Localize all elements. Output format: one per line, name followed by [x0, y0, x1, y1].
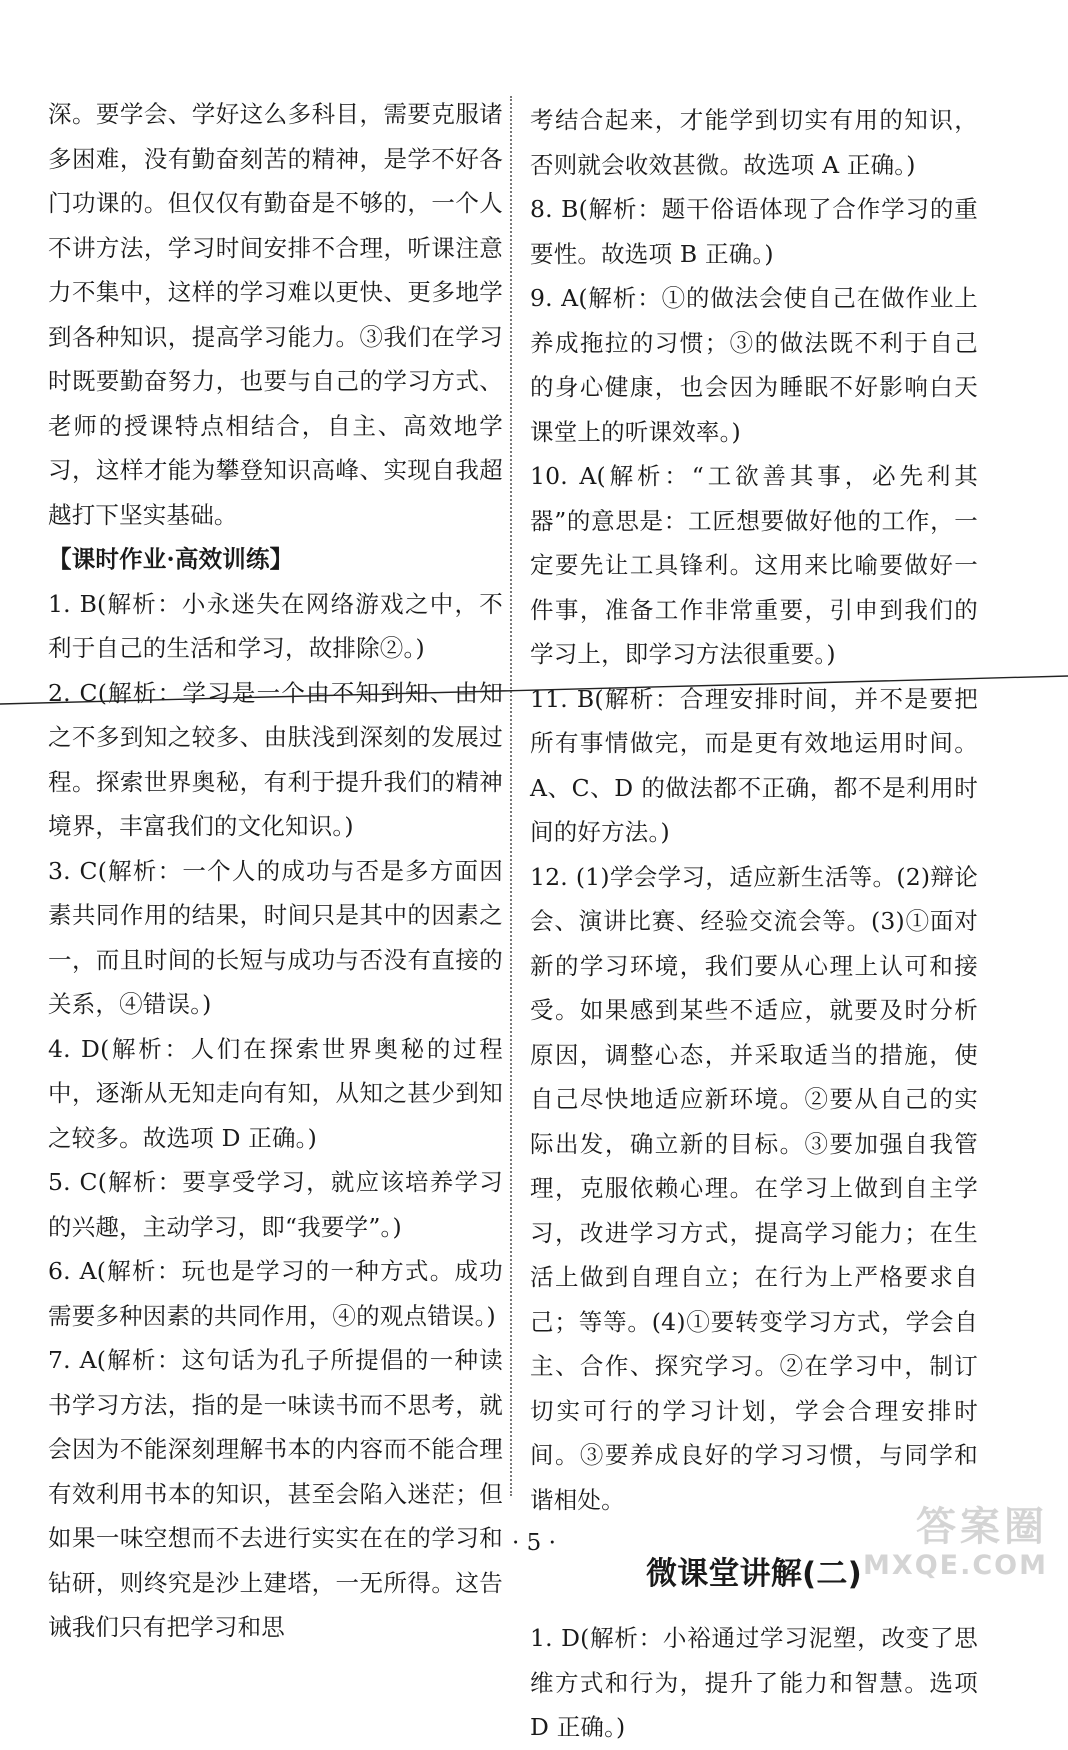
- answer-item-12: 12. (1)学会学习，适应新生活等。(2)辩论会、演讲比赛、经验交流会等。(3)①面对新的学习环境，我们要从心理上认可和接受。如果感到某些不适应，就要及时分析原因，调整心态，并采取适当的措施，使自己尽快地适应新环境。②要从自己的实际出发，确立新的目标。③要加强自我管理，克服依赖心理。在学习上做到自主学习，改进学习方式，提高学习能力；在生活上做到自理自立；在行为上严格要求自己；等等。(4)①要转变学习方式，学会自主、合作、探究学习。②在学习中，制订切实可行的学习计划，学会合理安排时间。③要养成良好的学习习惯，与同学和谐相处。: [530, 862, 978, 1514]
- page-number: · 5 ·: [512, 1530, 556, 1556]
- intro-paragraph: 深。要学会、学好这么多科目，需要克服诸多困难，没有勤奋刻苦的精神，是学不好各门功课的。但仅仅有勤奋是不够的，一个人不讲方法，学习时间安排不合理，听课注意力不集中，这样的学习难以更快、更多地学到各种知识，提高学习能力。③我们在学习时既要勤奋努力，也要与自己的学习方式、老师的授课特点相结合，自主、高效地学习，这样才能为攀登知识高峰、实现自我超越打下坚实基础。: [48, 100, 503, 529]
- watermark-cn: 答案圈: [916, 1504, 1048, 1550]
- answer-item-4: 4. D(解析：人们在探索世界奥秘的过程中，逐渐从无知走向有知，从知之甚少到知之较多。故选项 D 正确。): [48, 1034, 503, 1152]
- answer-item-1: 1. B(解析：小永迷失在网络游戏之中，不利于自己的生活和学习，故排除②。): [48, 589, 503, 662]
- answer-item-8: 8. B(解析：题干俗语体现了合作学习的重要性。故选项 B 正确。): [530, 195, 978, 268]
- answer-item-7: 7. A(解析：这句话为孔子所提倡的一种读书学习方法，指的是一味读书而不思考，就会因为不能深刻理解书本的内容而不能合理有效利用书本的知识，甚至会陷入迷茫；但如果一味空想而不去进行实实在在的学习和钻研，则终究是沙上建塔，一无所得。这告诫我们只有把学习和思: [48, 1346, 503, 1641]
- right-column: [530, 98, 978, 1750]
- answer-item-9: 9. A(解析：①的做法会使自己在做作业上养成拖拉的习惯；③的做法既不利于自己的身心健康，也会因为睡眠不好影响白天课堂上的听课效率。): [530, 284, 978, 446]
- answer-item-2: 2. C(解析：学习是一个由不知到知、由知之不多到知之较多、由肤浅到深刻的发展过程。探索世界奥秘，有利于提升我们的精神境界，丰富我们的文化知识。): [48, 678, 503, 840]
- answer-item-3: 3. C(解析：一个人的成功与否是多方面因素共同作用的结果，时间只是其中的因素之一，而且时间的长短与成功与否没有直接的关系，④错误。): [48, 856, 503, 1018]
- answer-item-6: 6. A(解析：玩也是学习的一种方式。成功需要多种因素的共同作用，④的观点错误。): [48, 1257, 503, 1330]
- answer-item-10: 10. A(解析：“工欲善其事，必先利其器”的意思是：工匠想要做好他的工作，一定要先让工具锋利。这用来比喻要做好一件事，准备工作非常重要，引申到我们的学习上，即学习方法很重要。): [530, 462, 978, 668]
- answer-item-11: 11. B(解析：合理安排时间，并不是要把所有事情做完，而是更有效地运用时间。A、C、D 的做法都不正确，都不是利用时间的好方法。): [530, 684, 978, 846]
- continuation-text: 考结合起来，才能学到切实有用的知识，否则就会收效甚微。故选项 A 正确。): [530, 106, 978, 179]
- watermark-en: MXQE.COM: [863, 1550, 1048, 1581]
- left-column: [48, 92, 503, 1650]
- watermark-logo: [848, 1505, 1048, 1590]
- column-divider: [510, 96, 512, 1496]
- section-title: 微课堂讲解(二): [646, 1556, 862, 1592]
- answer-item-5: 5. C(解析：要享受学习，就应该培养学习的兴趣，主动学习，即“我要学”。): [48, 1168, 503, 1241]
- section-answer-item-1: 1. D(解析：小裕通过学习泥塑，改变了思维方式和行为，提升了能力和智慧。选项 D 正确。): [530, 1624, 978, 1741]
- section-heading: 【课时作业·高效训练】: [48, 545, 294, 573]
